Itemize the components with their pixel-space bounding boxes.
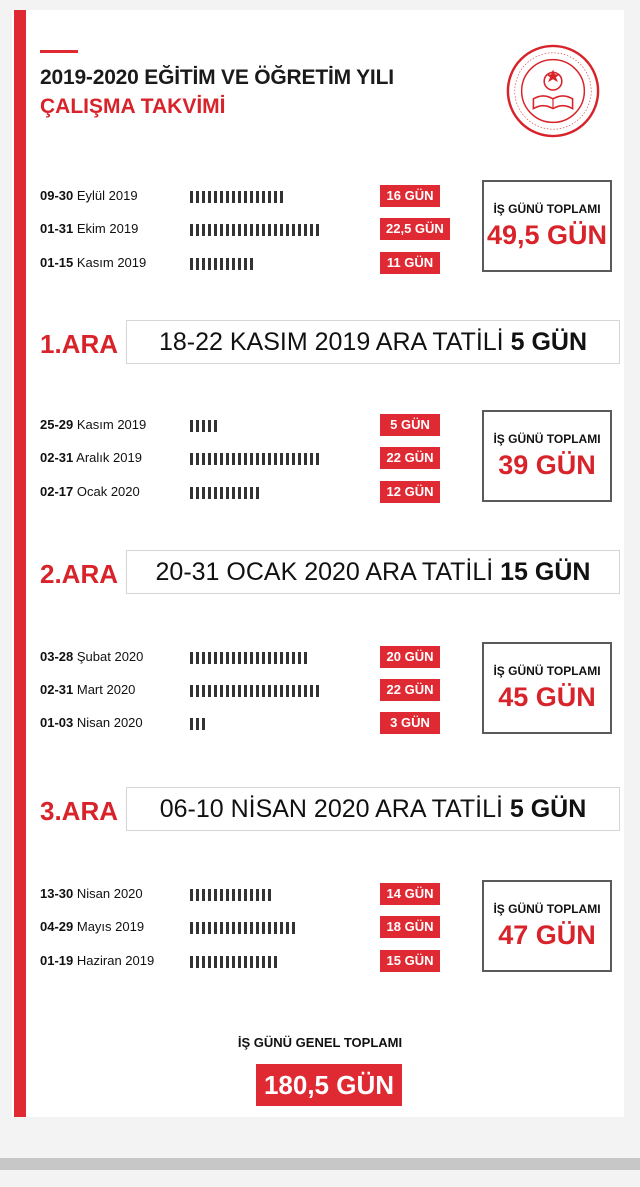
day-tick <box>232 487 235 499</box>
day-tick <box>256 956 259 968</box>
day-tick <box>268 224 271 236</box>
day-tick <box>196 191 199 203</box>
day-tick <box>232 652 235 664</box>
day-tick <box>244 889 247 901</box>
day-tick <box>256 487 259 499</box>
row-date: 02-31 Mart 2020 <box>40 682 136 697</box>
day-tick <box>286 922 289 934</box>
period-row <box>40 218 460 240</box>
day-tick <box>196 453 199 465</box>
day-tick <box>208 956 211 968</box>
break-box: 18-22 KASIM 2019 ARA TATİLİ 5 GÜN <box>126 320 620 364</box>
day-tick <box>250 487 253 499</box>
day-tick <box>196 685 199 697</box>
day-tick <box>232 685 235 697</box>
period-row <box>40 481 460 503</box>
day-tick <box>220 258 223 270</box>
day-tick <box>256 453 259 465</box>
day-tick <box>196 487 199 499</box>
row-date: 01-15 Kasım 2019 <box>40 255 147 270</box>
day-tick <box>250 224 253 236</box>
period-row <box>40 712 460 734</box>
day-bars <box>190 685 319 697</box>
day-tick <box>262 685 265 697</box>
day-tick <box>208 191 211 203</box>
day-tick <box>310 224 313 236</box>
day-bars <box>190 224 319 236</box>
day-tick <box>250 191 253 203</box>
day-tick <box>256 685 259 697</box>
day-tick <box>280 652 283 664</box>
day-count-badge: 18 GÜN <box>380 916 440 938</box>
day-bars <box>190 922 295 934</box>
day-tick <box>190 191 193 203</box>
day-count-badge: 22,5 GÜN <box>380 218 450 240</box>
day-tick <box>244 453 247 465</box>
period-total-box <box>482 180 612 272</box>
day-tick <box>202 718 205 730</box>
day-count-badge: 12 GÜN <box>380 481 440 503</box>
day-tick <box>244 685 247 697</box>
day-tick <box>280 191 283 203</box>
day-tick <box>214 487 217 499</box>
day-tick <box>190 487 193 499</box>
period-total-box <box>482 880 612 972</box>
title-accent-dash <box>40 50 78 53</box>
period-row <box>40 916 460 938</box>
day-count-badge: 22 GÜN <box>380 679 440 701</box>
day-tick <box>202 453 205 465</box>
day-count-badge: 15 GÜN <box>380 950 440 972</box>
day-tick <box>316 685 319 697</box>
day-tick <box>214 956 217 968</box>
day-tick <box>268 922 271 934</box>
day-tick <box>190 889 193 901</box>
day-tick <box>262 652 265 664</box>
day-tick <box>238 922 241 934</box>
day-tick <box>214 191 217 203</box>
day-tick <box>190 922 193 934</box>
day-tick <box>232 191 235 203</box>
day-tick <box>232 453 235 465</box>
day-tick <box>226 258 229 270</box>
day-tick <box>244 487 247 499</box>
day-tick <box>226 956 229 968</box>
period-total-value: 39 GÜN <box>498 450 596 480</box>
day-tick <box>190 652 193 664</box>
day-tick <box>304 652 307 664</box>
day-tick <box>256 889 259 901</box>
day-tick <box>238 889 241 901</box>
day-tick <box>202 191 205 203</box>
day-tick <box>196 889 199 901</box>
period-row <box>40 679 460 701</box>
period-total-label: İŞ GÜNÜ TOPLAMI <box>493 664 601 678</box>
row-date: 02-31 Aralık 2019 <box>40 450 142 465</box>
day-tick <box>214 420 217 432</box>
day-tick <box>274 224 277 236</box>
day-tick <box>286 652 289 664</box>
day-tick <box>250 453 253 465</box>
day-tick <box>310 685 313 697</box>
grand-total-value: 180,5 GÜN <box>256 1064 402 1106</box>
row-date: 04-29 Mayıs 2019 <box>40 919 145 934</box>
day-tick <box>244 652 247 664</box>
grand-total-label: İŞ GÜNÜ GENEL TOPLAMI <box>237 1035 403 1050</box>
row-date: 25-29 Kasım 2019 <box>40 417 147 432</box>
day-tick <box>190 453 193 465</box>
day-tick <box>262 191 265 203</box>
day-tick <box>232 224 235 236</box>
day-bars <box>190 258 253 270</box>
day-tick <box>226 652 229 664</box>
day-tick <box>286 224 289 236</box>
day-tick <box>214 453 217 465</box>
day-tick <box>220 685 223 697</box>
day-tick <box>274 652 277 664</box>
bottom-divider <box>0 1158 640 1170</box>
day-tick <box>304 685 307 697</box>
row-date: 13-30 Nisan 2020 <box>40 886 143 901</box>
day-tick <box>262 922 265 934</box>
break-box: 06-10 NİSAN 2020 ARA TATİLİ 5 GÜN <box>126 787 620 831</box>
period-row <box>40 414 460 436</box>
day-tick <box>244 956 247 968</box>
day-tick <box>196 652 199 664</box>
day-tick <box>238 652 241 664</box>
day-tick <box>244 922 247 934</box>
day-tick <box>250 956 253 968</box>
day-tick <box>280 453 283 465</box>
day-tick <box>202 922 205 934</box>
day-tick <box>268 191 271 203</box>
day-tick <box>244 258 247 270</box>
day-tick <box>256 922 259 934</box>
row-date: 01-31 Ekim 2019 <box>40 221 139 236</box>
day-bars <box>190 487 259 499</box>
day-bars <box>190 956 277 968</box>
day-tick <box>190 956 193 968</box>
day-tick <box>262 956 265 968</box>
day-tick <box>292 685 295 697</box>
day-tick <box>226 487 229 499</box>
day-tick <box>274 453 277 465</box>
period-row <box>40 883 460 905</box>
meb-seal-icon <box>504 42 602 140</box>
period-total-box <box>482 410 612 502</box>
break-label: 1.ARA <box>40 329 119 359</box>
day-tick <box>298 652 301 664</box>
row-date: 03-28 Şubat 2020 <box>40 649 144 664</box>
break-box: 20-31 OCAK 2020 ARA TATİLİ 15 GÜN <box>126 550 620 594</box>
day-tick <box>268 685 271 697</box>
day-tick <box>208 224 211 236</box>
day-count-badge: 3 GÜN <box>380 712 440 734</box>
day-tick <box>280 224 283 236</box>
day-bars <box>190 718 205 730</box>
day-tick <box>196 922 199 934</box>
row-date: 02-17 Ocak 2020 <box>40 484 140 499</box>
day-tick <box>208 258 211 270</box>
period-row <box>40 646 460 668</box>
day-tick <box>268 652 271 664</box>
day-tick <box>220 453 223 465</box>
day-tick <box>220 652 223 664</box>
day-tick <box>268 889 271 901</box>
period-row <box>40 447 460 469</box>
period-total-value: 45 GÜN <box>498 682 596 712</box>
day-tick <box>232 258 235 270</box>
day-tick <box>304 224 307 236</box>
day-tick <box>220 956 223 968</box>
row-date: 09-30 Eylül 2019 <box>40 188 138 203</box>
period-total-label: İŞ GÜNÜ TOPLAMI <box>493 202 601 216</box>
day-tick <box>268 453 271 465</box>
day-tick <box>190 224 193 236</box>
period-total-box <box>482 642 612 734</box>
day-tick <box>298 224 301 236</box>
day-tick <box>298 453 301 465</box>
day-tick <box>292 453 295 465</box>
day-tick <box>214 922 217 934</box>
day-tick <box>316 224 319 236</box>
day-tick <box>238 685 241 697</box>
day-tick <box>316 453 319 465</box>
period-total-label: İŞ GÜNÜ TOPLAMI <box>493 432 601 446</box>
day-tick <box>208 487 211 499</box>
day-tick <box>262 224 265 236</box>
day-tick <box>292 922 295 934</box>
period-total-value: 49,5 GÜN <box>486 220 608 250</box>
day-tick <box>196 956 199 968</box>
day-tick <box>274 685 277 697</box>
day-tick <box>268 956 271 968</box>
day-tick <box>214 652 217 664</box>
day-tick <box>196 420 199 432</box>
day-bars <box>190 652 307 664</box>
day-tick <box>202 224 205 236</box>
day-tick <box>226 889 229 901</box>
day-tick <box>292 652 295 664</box>
day-tick <box>208 420 211 432</box>
day-tick <box>208 889 211 901</box>
day-tick <box>214 224 217 236</box>
day-tick <box>310 453 313 465</box>
row-date: 01-03 Nisan 2020 <box>40 715 143 730</box>
day-tick <box>202 420 205 432</box>
page-subtitle: ÇALIŞMA TAKVİMİ <box>40 95 226 118</box>
day-tick <box>238 453 241 465</box>
day-tick <box>202 956 205 968</box>
day-tick <box>214 889 217 901</box>
page-title: 2019-2020 EĞİTİM VE ÖĞRETİM YILI <box>40 66 394 89</box>
day-tick <box>226 453 229 465</box>
day-tick <box>226 922 229 934</box>
day-tick <box>196 258 199 270</box>
day-tick <box>208 652 211 664</box>
day-tick <box>190 420 193 432</box>
day-tick <box>232 956 235 968</box>
day-tick <box>256 224 259 236</box>
day-tick <box>196 718 199 730</box>
break-label: 3.ARA <box>40 796 119 826</box>
period-total-value: 47 GÜN <box>498 920 596 950</box>
day-tick <box>244 191 247 203</box>
day-tick <box>220 191 223 203</box>
day-tick <box>238 224 241 236</box>
day-tick <box>214 685 217 697</box>
day-tick <box>280 685 283 697</box>
day-tick <box>190 258 193 270</box>
day-bars <box>190 889 271 901</box>
day-bars <box>190 191 283 203</box>
day-tick <box>274 922 277 934</box>
day-count-badge: 20 GÜN <box>380 646 440 668</box>
day-tick <box>226 191 229 203</box>
day-tick <box>256 191 259 203</box>
day-tick <box>298 685 301 697</box>
day-count-badge: 11 GÜN <box>380 252 440 274</box>
day-tick <box>250 685 253 697</box>
day-tick <box>304 453 307 465</box>
day-count-badge: 5 GÜN <box>380 414 440 436</box>
day-bars <box>190 453 319 465</box>
period-total-label: İŞ GÜNÜ TOPLAMI <box>493 902 601 916</box>
day-tick <box>208 453 211 465</box>
day-tick <box>280 922 283 934</box>
break-label: 2.ARA <box>40 559 119 589</box>
day-tick <box>250 922 253 934</box>
day-tick <box>244 224 247 236</box>
day-tick <box>238 487 241 499</box>
day-tick <box>250 258 253 270</box>
day-tick <box>202 258 205 270</box>
day-tick <box>262 453 265 465</box>
day-tick <box>190 718 193 730</box>
day-tick <box>250 652 253 664</box>
day-tick <box>202 889 205 901</box>
day-bars <box>190 420 217 432</box>
day-tick <box>292 224 295 236</box>
period-row <box>40 252 460 274</box>
day-tick <box>202 652 205 664</box>
day-tick <box>190 685 193 697</box>
day-tick <box>208 922 211 934</box>
day-tick <box>286 685 289 697</box>
row-date: 01-19 Haziran 2019 <box>40 953 155 968</box>
day-count-badge: 16 GÜN <box>380 185 440 207</box>
day-tick <box>226 685 229 697</box>
day-tick <box>214 258 217 270</box>
day-tick <box>220 224 223 236</box>
day-tick <box>256 652 259 664</box>
day-tick <box>232 922 235 934</box>
day-tick <box>274 191 277 203</box>
day-tick <box>208 685 211 697</box>
day-tick <box>286 453 289 465</box>
day-count-badge: 14 GÜN <box>380 883 440 905</box>
day-tick <box>262 889 265 901</box>
day-tick <box>238 191 241 203</box>
day-tick <box>238 956 241 968</box>
period-row <box>40 950 460 972</box>
day-tick <box>220 487 223 499</box>
day-tick <box>220 922 223 934</box>
day-tick <box>232 889 235 901</box>
left-accent-bar <box>14 10 26 1117</box>
day-tick <box>238 258 241 270</box>
day-tick <box>202 685 205 697</box>
day-tick <box>274 956 277 968</box>
day-tick <box>196 224 199 236</box>
day-count-badge: 22 GÜN <box>380 447 440 469</box>
day-tick <box>220 889 223 901</box>
day-tick <box>250 889 253 901</box>
day-tick <box>226 224 229 236</box>
day-tick <box>202 487 205 499</box>
period-row <box>40 185 460 207</box>
